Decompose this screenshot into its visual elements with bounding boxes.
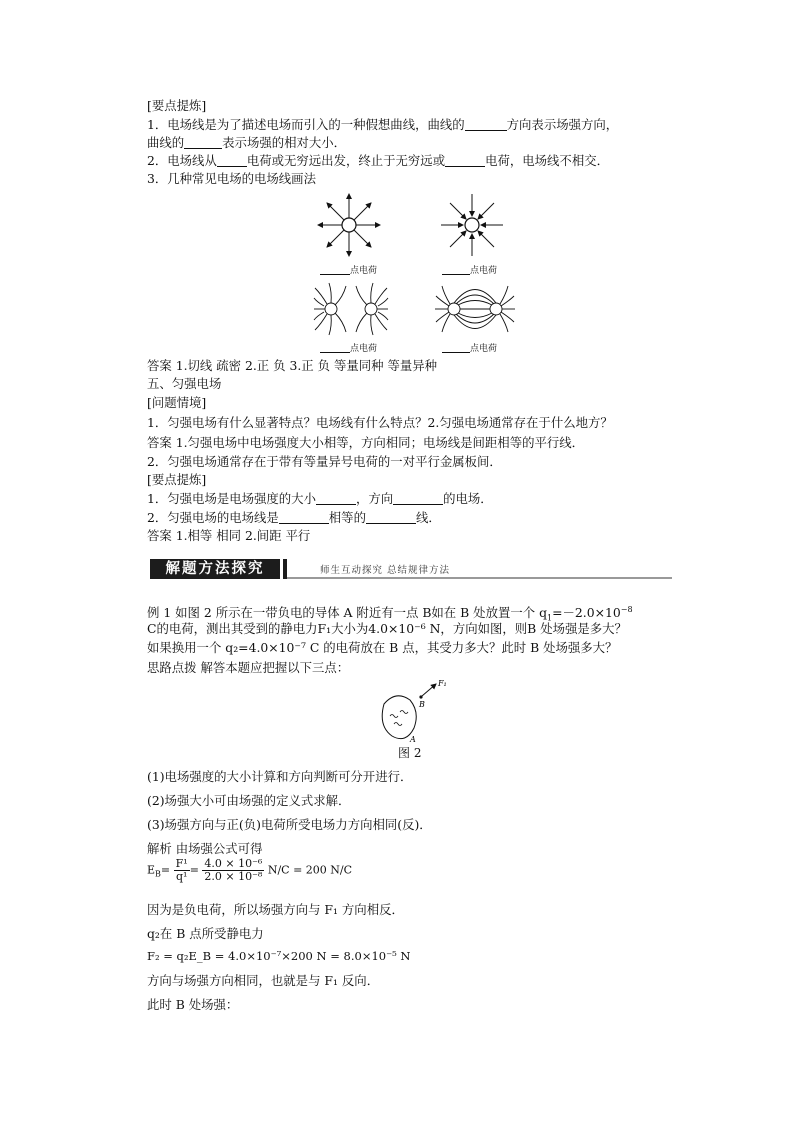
conductor-figure: [370, 676, 460, 746]
solution-line: q₂在 B 点所受静电力: [147, 926, 264, 941]
example-line-3: 如果换用一个 q₂=4.0×10⁻⁷ C 的电荷放在 B 点，其受力多大？此时 B 处场强多大？: [147, 640, 618, 655]
label-b: B: [419, 700, 425, 709]
key-point-line: 1．匀强电场是电场强度的大小 ，方向 的电场．: [147, 491, 493, 506]
question-line: 1．匀强电场有什么显著特点？电场线有什么特点？2.匀强电场通常存在于什么地方？: [147, 415, 613, 430]
fraction-formula: $\frac{\text{F¹}}{\text{q¹}}$: [175, 857, 188, 883]
key-point-line-2: 曲线的 表示场强的相对大小．: [147, 135, 347, 150]
banner-subtitle: 师生互动探究 总结规律方法: [320, 565, 451, 576]
point-2: (2)场强大小可由场强的定义式求解．: [147, 793, 351, 808]
situation-heading: [问题情境]: [147, 395, 207, 410]
section-banner: [150, 559, 672, 581]
label-f1: F₁: [438, 679, 447, 688]
fill-blank[interactable]: [184, 136, 222, 149]
section-title: 五、匀强电场: [147, 376, 222, 391]
fill-blank[interactable]: [316, 492, 356, 505]
point-3: (3)场强方向与正(负)电荷所受电场力方向相同(反)．: [147, 817, 432, 832]
banner-title: 解题方法探究: [150, 559, 280, 579]
example-line-1: 例 1 如图 2 所示在一带负电的导体 A 附近有一点 B如在 B 处放置一个 $q_1=-2.0\times 10^{-8}$: [147, 605, 633, 623]
example-line-2: C的电荷，测出其受到的静电力F₁大小为4.0×10⁻⁶ N，方向如图，则B 处场强是多大？: [147, 621, 627, 636]
key-points-heading: [要点提炼]: [147, 98, 207, 113]
key-point-line-4: 3．几种常见电场的电场线画法: [147, 171, 316, 186]
figure-caption: 点电荷: [442, 341, 497, 354]
banner-bar: [283, 559, 287, 579]
key-points-heading: [要点提炼]: [147, 472, 207, 487]
fill-blank[interactable]: [217, 154, 247, 167]
answer-line: 2．匀强电场通常存在于带有等量异号电荷的一对平行金属板间．: [147, 454, 502, 469]
figure-caption: 点电荷: [442, 263, 497, 276]
solution-line: 因为是负电荷，所以场强方向与 F₁ 方向相反．: [147, 902, 404, 917]
unlike-charges-field-figure: [434, 282, 516, 336]
answer-line: 答案 1.匀强电场中电场强度大小相等，方向相同；电场线是间距相等的平行线．: [147, 435, 585, 450]
solution-intro: 解析 由场强公式可得: [147, 841, 263, 856]
field-equation: $E_B=$ $\frac{\text{F¹}}{\text{q¹}}$ = $\frac{\text{4.0 × 10⁻⁶}}{\text{2.0 × 10⁻⁸}}$ N/C = 200 N/C: [147, 857, 353, 883]
key-point-line: 2．匀强电场的电场线是 相等的 线．: [147, 510, 441, 525]
figure-caption: 点电荷: [320, 341, 377, 354]
fill-blank[interactable]: [445, 154, 485, 167]
solution-line: F₂ = q₂E_B = 4.0×10⁻⁷×200 N = 8.0×10⁻⁵ N: [147, 949, 411, 963]
like-charges-field-figure: [313, 282, 389, 336]
solution-line: 此时 B 处场强：: [147, 997, 239, 1012]
radial-inward-field-figure: [437, 190, 507, 260]
key-point-line-1: 1．电场线是为了描述电场而引入的一种假想曲线，曲线的 方向表示场强方向，: [147, 117, 619, 132]
fill-blank[interactable]: [393, 492, 443, 505]
answer-line: 答案 1.切线 疏密 2.正 负 3.正 负 等量同种 等量异种: [147, 358, 438, 373]
banner-rule: [287, 577, 672, 579]
answer-line: 答案 1.相等 相同 2.间距 平行: [147, 528, 311, 543]
key-point-line-3: 2．电场线从 电荷或无穷远出发，终止于无穷远或 电荷，电场线不相交．: [147, 153, 609, 168]
fill-blank[interactable]: [279, 511, 329, 524]
solution-line: 方向与场强方向相同，也就是与 F₁ 反向．: [147, 973, 380, 988]
radial-outward-field-figure: [314, 190, 384, 260]
hint-line: 思路点拨 解答本题应把握以下三点：: [147, 660, 350, 675]
fill-blank[interactable]: [465, 118, 507, 131]
fraction-numeric: $\frac{\text{4.0 × 10⁻⁶}}{\text{2.0 × 10⁻⁸}}$: [204, 857, 263, 883]
figure-caption: 点电荷: [320, 263, 377, 276]
figure-caption-2: 图 2: [398, 746, 422, 760]
point-1: (1)电场强度的大小计算和方向判断可分开进行．: [147, 769, 413, 784]
label-a: A: [410, 735, 416, 744]
fill-blank[interactable]: [366, 511, 416, 524]
